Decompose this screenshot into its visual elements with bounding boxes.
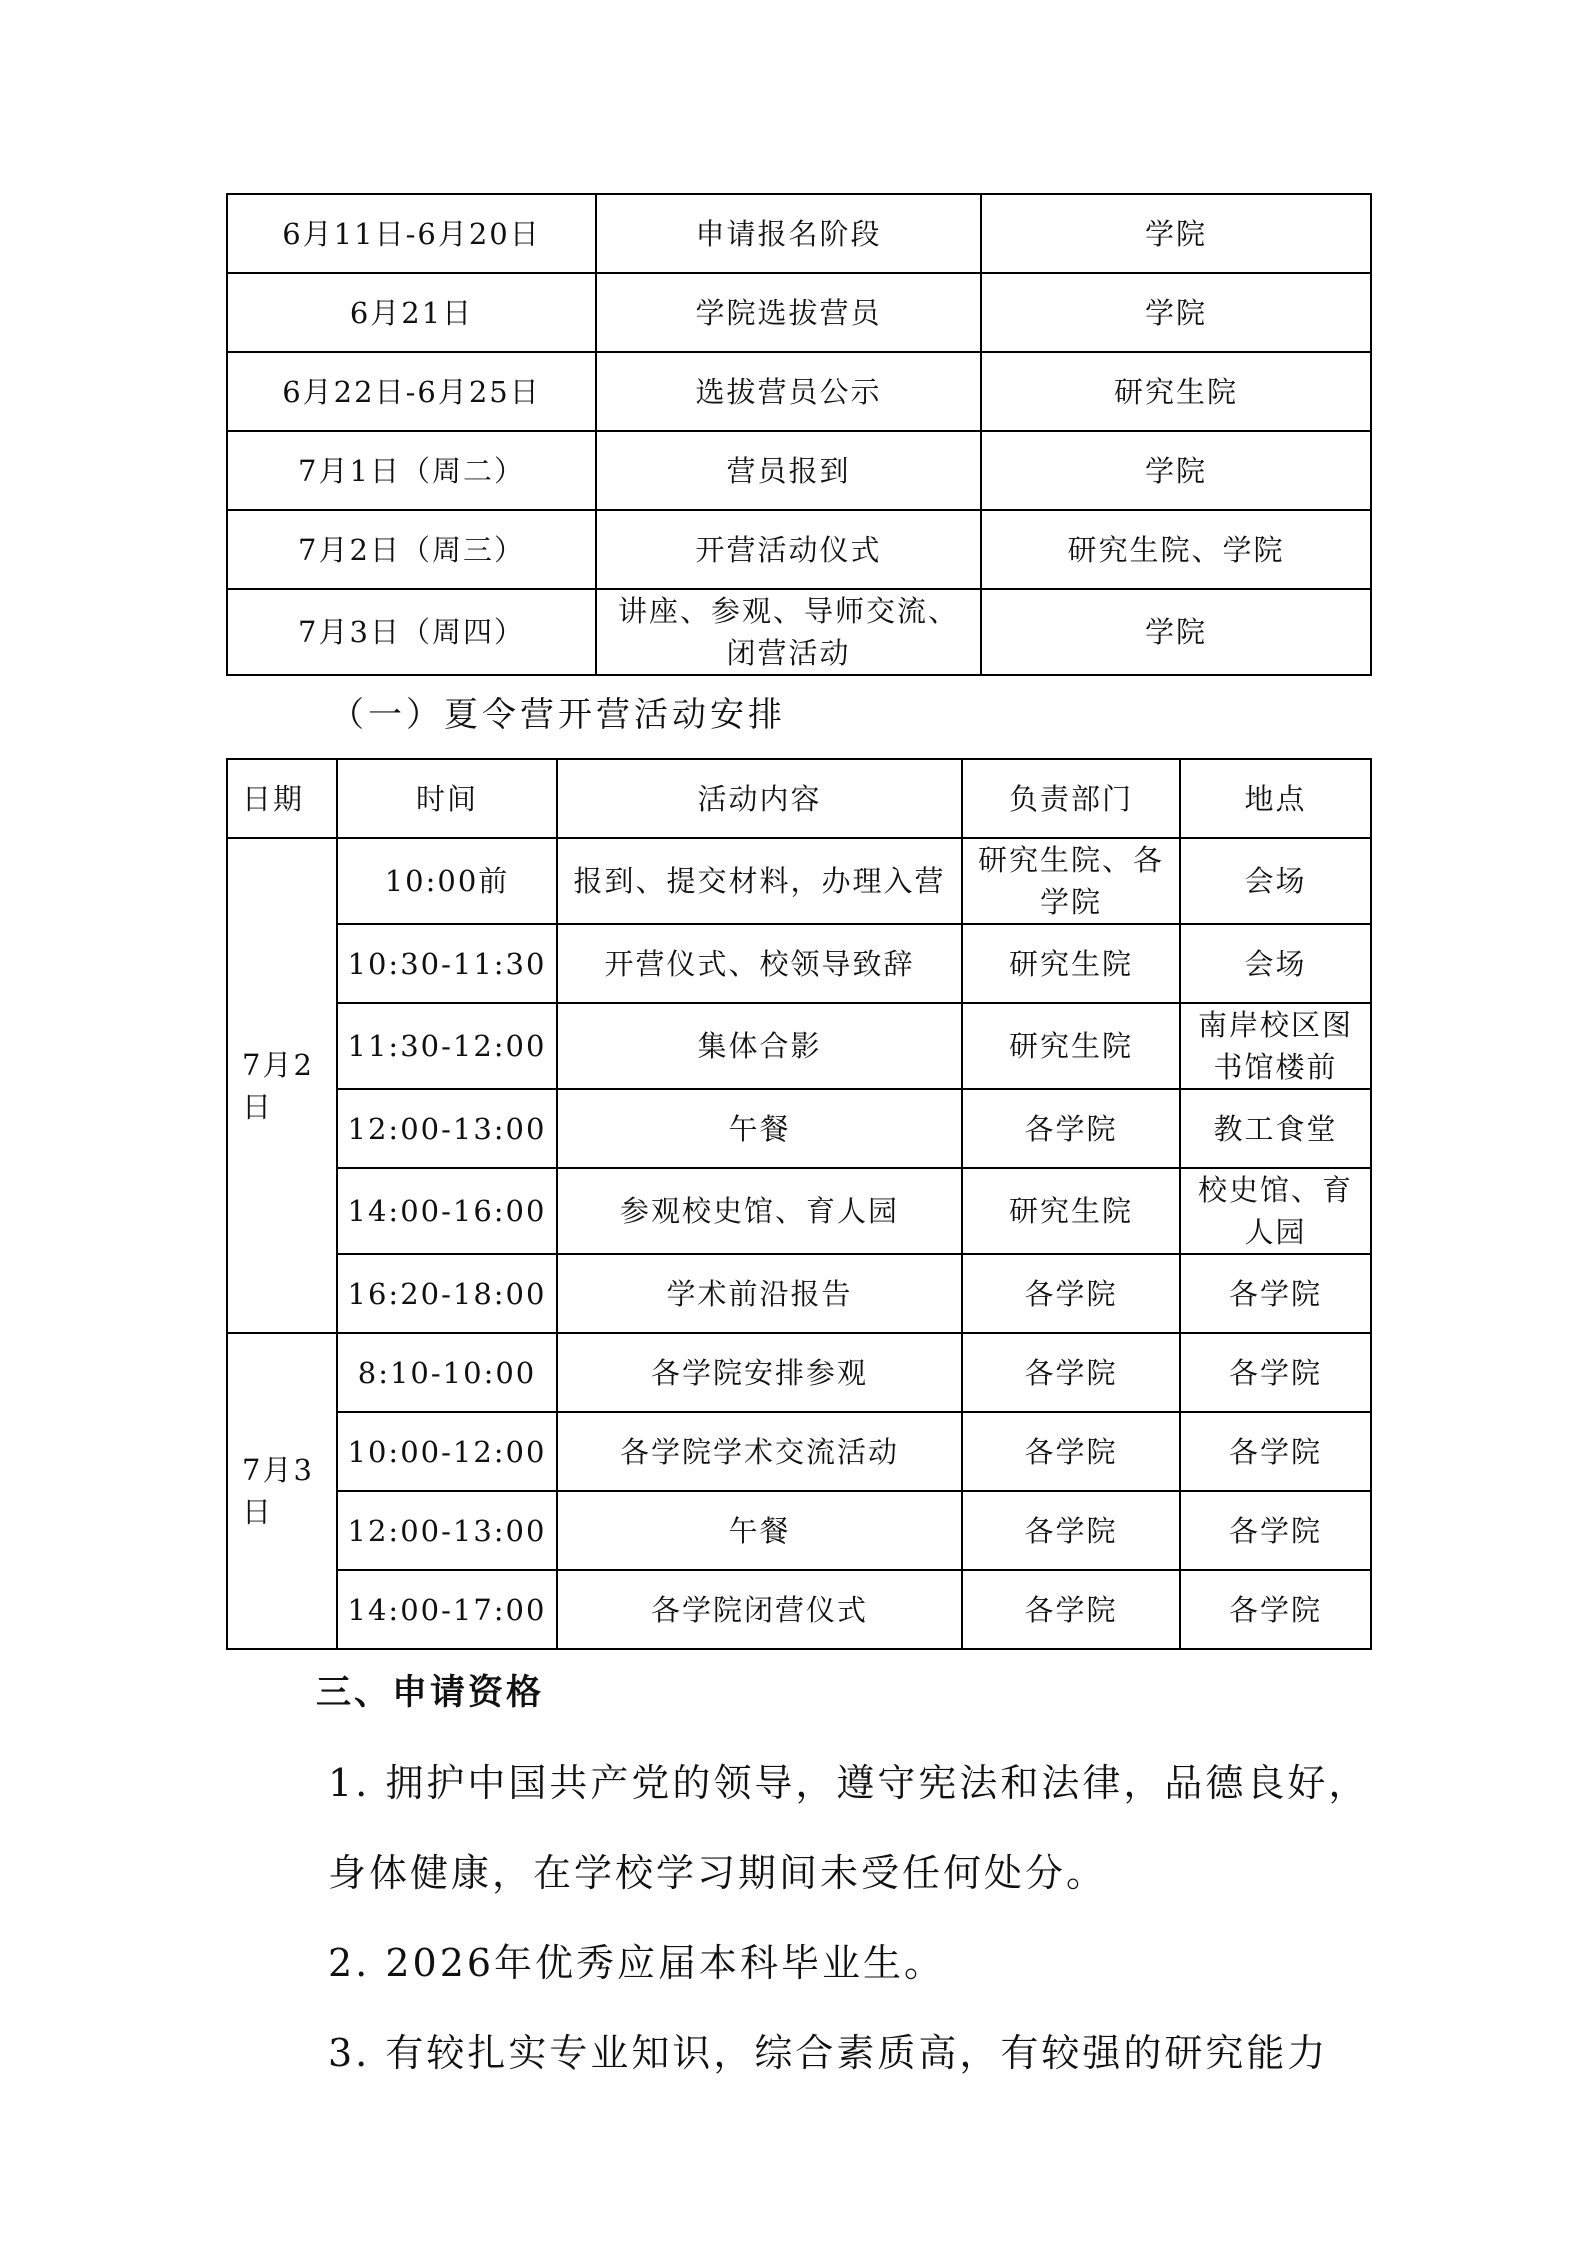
department-cell: 各学院 [962,1254,1180,1333]
location-cell: 各学院 [1180,1412,1371,1491]
table-row [227,838,1371,924]
location-cell: 各学院 [1180,1570,1371,1649]
day2-date-cell: 7月3日 [227,1333,337,1649]
content-cell: 各学院安排参观 [557,1333,962,1412]
table-row [227,352,1371,431]
department-cell: 各学院 [962,1333,1180,1412]
location-cell: 各学院 [1180,1254,1371,1333]
schedule-date-cell: 7月3日（周四） [227,589,596,675]
content-cell: 集体合影 [557,1003,962,1089]
activity-heading: （一）夏令营开营活动安排 [330,695,786,735]
schedule-department-cell: 学院 [981,589,1371,675]
schedule-date-cell: 7月1日（周二） [227,431,596,510]
department-cell: 研究生院、各学院 [962,838,1180,924]
content-cell: 午餐 [557,1491,962,1570]
schedule-activity-cell: 讲座、参观、导师交流、闭营活动 [596,589,981,675]
location-cell: 会场 [1180,924,1371,1003]
paragraph-1 [244,1738,1374,1918]
table-row [227,431,1371,510]
header-date: 日期 [227,759,337,838]
day1-date-cell: 7月2日 [227,838,337,1333]
content-cell: 开营仪式、校领导致辞 [557,924,962,1003]
schedule-department-cell: 学院 [981,431,1371,510]
paragraph-3 [244,2008,1374,2098]
time-cell: 8:10-10:00 [337,1333,557,1412]
table-row [227,924,1371,1003]
table-header-row [227,759,1371,838]
table-row [227,1412,1371,1491]
schedule-date-cell: 6月11日-6月20日 [227,194,596,273]
time-cell: 12:00-13:00 [337,1089,557,1168]
schedule-date-cell: 6月21日 [227,273,596,352]
department-cell: 各学院 [962,1412,1180,1491]
time-cell: 10:00前 [337,838,557,924]
schedule-department-cell: 学院 [981,194,1371,273]
time-cell: 14:00-16:00 [337,1168,557,1254]
schedule-department-cell: 学院 [981,273,1371,352]
header-location: 地点 [1180,759,1371,838]
schedule-activity-cell: 学院选拔营员 [596,273,981,352]
table-row [227,194,1371,273]
table-row [227,1003,1371,1089]
table-row [227,1168,1371,1254]
content-cell: 午餐 [557,1089,962,1168]
time-cell: 10:30-11:30 [337,924,557,1003]
time-cell: 16:20-18:00 [337,1254,557,1333]
table-row [227,1089,1371,1168]
table-row [227,1570,1371,1649]
content-cell: 参观校史馆、育人园 [557,1168,962,1254]
content-cell: 各学院闭营仪式 [557,1570,962,1649]
table-row [227,273,1371,352]
department-cell: 研究生院 [962,1168,1180,1254]
content-cell: 学术前沿报告 [557,1254,962,1333]
paragraph-text: 1. 拥护中国共产党的领导，遵守宪法和法律，品德良好，身体健康，在学校学习期间未受任何处分。 [328,1761,1370,1895]
header-time: 时间 [337,759,557,838]
location-cell: 各学院 [1180,1333,1371,1412]
location-cell: 校史馆、育人园 [1180,1168,1371,1254]
location-cell: 会场 [1180,838,1371,924]
schedule-date-cell: 6月22日-6月25日 [227,352,596,431]
paragraph-text: 3. 有较扎实专业知识，综合素质高，有较强的研究能力 [328,2031,1329,2075]
time-cell: 14:00-17:00 [337,1570,557,1649]
department-cell: 各学院 [962,1491,1180,1570]
section-title: 三、申请资格 [316,1672,545,1713]
schedule-activity-cell: 选拔营员公示 [596,352,981,431]
department-cell: 各学院 [962,1089,1180,1168]
department-cell: 各学院 [962,1570,1180,1649]
header-department: 负责部门 [962,759,1180,838]
content-cell: 各学院学术交流活动 [557,1412,962,1491]
schedule-activity-cell: 申请报名阶段 [596,194,981,273]
header-content: 活动内容 [557,759,962,838]
paragraph-text: 2. 2026年优秀应届本科毕业生。 [328,1941,946,1985]
table-row [227,1333,1371,1412]
table-row [227,1254,1371,1333]
department-cell: 研究生院 [962,1003,1180,1089]
location-cell: 各学院 [1180,1491,1371,1570]
schedule-department-cell: 研究生院 [981,352,1371,431]
time-cell: 10:00-12:00 [337,1412,557,1491]
schedule-date-cell: 7月2日（周三） [227,510,596,589]
schedule-activity-cell: 开营活动仪式 [596,510,981,589]
content-cell: 报到、提交材料，办理入营 [557,838,962,924]
table-row [227,589,1371,675]
schedule-table [226,193,1372,676]
activity-table [226,758,1372,1650]
time-cell: 11:30-12:00 [337,1003,557,1089]
table-row [227,1491,1371,1570]
time-cell: 12:00-13:00 [337,1491,557,1570]
schedule-activity-cell: 营员报到 [596,431,981,510]
table-row [227,510,1371,589]
schedule-department-cell: 研究生院、学院 [981,510,1371,589]
location-cell: 教工食堂 [1180,1089,1371,1168]
paragraph-2 [244,1918,1374,2008]
location-cell: 南岸校区图书馆楼前 [1180,1003,1371,1089]
department-cell: 研究生院 [962,924,1180,1003]
